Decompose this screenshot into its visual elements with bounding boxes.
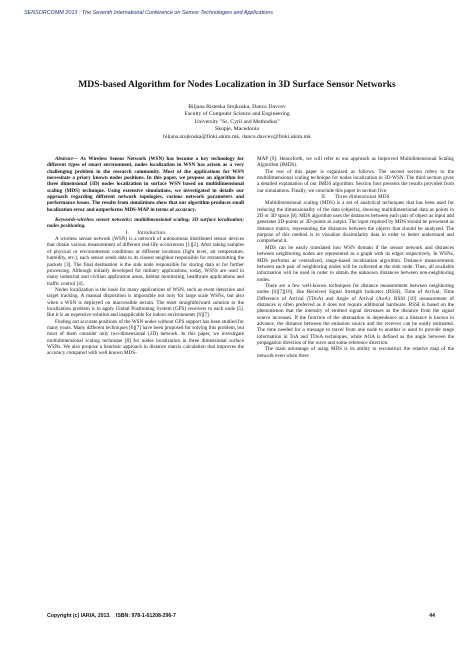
author-emails: biljana.stojkoska@finki.ukim.mk, danco.davcev@finki.ukim.mk <box>163 133 311 140</box>
keywords: Keywords-wireless sensor networks; multidimensional scaling; 3D surface localization; nodes positioning. <box>47 217 244 230</box>
abstract-text: As Wireless Sensor Network (WSN) has become a key technology for different types of smart environment, nodes localization in WSN has arisen as a very challenging problem in the research community. Most of the applications for WSN necessitate a priory known nodes positions. In this paper, we propose an algorithm for three dimensional (3D) nodes localization in surface WSN based on multidimensional scaling (MDS) technique. Using extensive simulations, we investigated in details our approach regarding different network topologies, various network parameters and performance issues. The results from simulations show that our algorithm produces small localization error and outperforms MDS-MAP in terms of accuracy. <box>47 156 244 213</box>
paper-title: MDS-based Algorithm for Nodes Localization in 3D Surface Sensor Networks <box>78 79 396 90</box>
organization-paragraph: The rest of this paper is organized as follows. The second section refers to the multidimensional scaling technique for nodes localization in 3D-WSN. The third section gives a detailed explanation of our IMDS algorithm. Section four presents the results provided from our simulations. Finally, we conclude this paper in section five. <box>257 168 454 194</box>
mds-paragraph-4: The main advantage of using MDS is its ability to reconstruct the relative map of the network even when there <box>257 346 454 359</box>
conference-header: SENSORCOMM 2013 : The Seventh International Conference on Sensor Technologies and Applications <box>24 10 273 16</box>
abstract <box>47 156 244 213</box>
mds-paragraph-3: There are a few well-known techniques for distance measurement between neighboring nodes [6][7][10], like Received Signal Strength Indicator (RSSI), Time of Arrival, Time Difference of Arrival (TDoA) and Angle of Arrival (AoA). RSSI [10] measurement of distances is often preferred as it does not require additional hardware. RSSI is based on the phenomenon that the intensity of emitted signal decreases as the distance from the signal source increases. If the function of the attenuation in dependence on a distance is known in advance, the distance between the emission source and the receiver can be easily estimated. The time needed for a message to travel from one node to another is used to provide range information in ToA and TDoA techniques, while AOA is defined as the angle between the propagation direction of the wave and some reference direction. <box>257 282 454 346</box>
affiliation-university: University "Ss. Cyril and Methodius" <box>194 118 280 125</box>
intro-paragraph-2: Nodes localization is the basis for many applications of WSN, such as event detection and target tracking. A manual disposition is impossible not only for large scale WSNs, but also when a WSN is deployed on inaccessible terrain. The most straightforward solution to the localization problem is to apply Global Positioning System (GPS) receivers to each node [5]. But it is an expensive solution and inapplicable for indoor environments [6][7]. <box>47 286 244 319</box>
page-number: 44 <box>429 613 435 619</box>
right-column <box>257 156 454 359</box>
copyright-notice: Copyright (c) IARIA, 2013. ISBN: 978-1-61208-296-7 <box>47 613 176 619</box>
affiliation-faculty: Faculty of Computer Science and Engineering <box>184 111 290 118</box>
intro-paragraph-1: A wireless sensor network (WSN) is a network of autonomous distributed sensor devices that obtain various measurement of different real-life occurrences [1][2]. After taking samples of physical or environmental conditions at different locations (light level, air temperature, humidity, etc.), each sensor sends data to its closest neighbor responsible for retransmitting the packets [3]. The final destination is the sink node responsible for storing data or for further processing. Although initially developed for military applications, today, WSNs are used in many industrial and civilian application areas, habitat monitoring, healthcare applications and traffic control [4]. <box>47 236 244 287</box>
mds-paragraph-2: MDS can be easily translated into WSN domain if the sensor network and distances between neighboring nodes are represented as a graph with its edges respectively. In WSNs, MDS performs as centralized, range-based localization algorithm. Distance measurements between each pair of neighboring nodes will be collected at the sink node. Then, all available information will be used in order to obtain the unknown distances between non-neighboring nodes. <box>257 244 454 283</box>
section-heading-3d-mds: II. Three dimensional MDS <box>321 194 390 201</box>
author-names: Biljana Risteska Stojkoska, Danco Davcev <box>188 104 286 110</box>
affiliation-city: Skopje, Macedonia <box>215 126 259 133</box>
mds-paragraph-1: Multidimensional scaling (MDS) is a set of analytical techniques that has been used for reducing the dimensionality of the data (objects), showing multidimensional data as points in 2D or 3D space [8]. MDS algorithm uses the distances between each pair of object as input and generates 2D-points or 3D-points as output. The input required by MDS should be presented as distance matrix, representing the distances between the objects that should be analyzed. The purpose of this method is to visualize dissimilarity data in order to better understand and comprehend it. <box>257 200 454 245</box>
page-footer <box>47 613 435 619</box>
intro-paragraph-3: Finding out accurate positions of the WSN nodes without GPS support has been studied for many years. Many different techniques [6][7] have been proposed for solving this problem, but most of them consider only two-dimensional (2D) network. In this paper, we investigate multidimensional scaling technique [8] for nodes localization in three dimensional surface WSNs. We also propose a heuristic approach in distance matrix calculation that improves the accuracy compared with well known MDS- <box>47 318 244 357</box>
author-block <box>0 104 474 141</box>
intro-paragraph-continued: MAP [9]. Henceforth, we will refer to our approach as Improved Multidimensional Scaling Algorithm (IMDS). <box>257 156 454 169</box>
abstract-label: Abstract— <box>55 156 78 162</box>
section-heading-introduction: I. Introduction <box>125 229 166 236</box>
left-column <box>47 156 244 357</box>
